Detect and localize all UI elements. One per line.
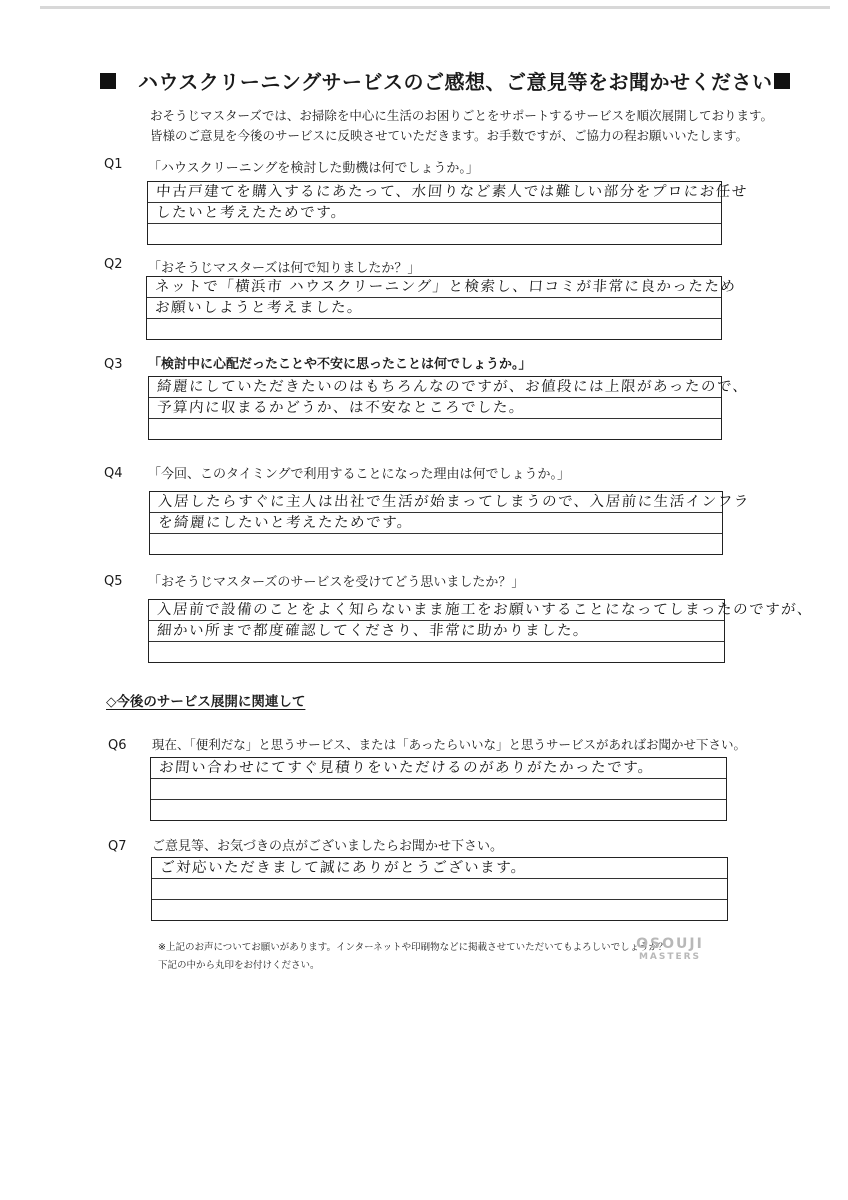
form-title bbox=[100, 66, 790, 95]
company-logo bbox=[610, 936, 730, 962]
question-label-q7: Q7 bbox=[108, 839, 127, 854]
intro-line: 皆様のご意見を今後のサービスに反映させていただきます。お手数ですが、ご協力の程お願いいたします。 bbox=[150, 128, 749, 143]
intro-text bbox=[150, 106, 773, 146]
logo-line: MASTERS bbox=[638, 952, 702, 962]
footer-instruction: 下記の中から丸印をお付けください。 bbox=[158, 960, 320, 971]
question-text-q4: 「今回、このタイミングで利用することになった理由は何でしょうか。」 bbox=[148, 467, 570, 482]
answer-line: ネットで「横浜市 ハウスクリーニング」と検索し、口コミが非常に良かったため bbox=[154, 279, 737, 295]
footer-note: ※上記のお声についてお願いがあります。インターネットや印刷物などに掲載させていただいてもよろしいでしょうか？ bbox=[158, 942, 668, 953]
answer-line: 中古戸建てを購入するにあたって、水回りなど素人では難しい部分をプロにお任せ bbox=[155, 184, 749, 200]
answer-line: 入居したらすぐに主人は出社で生活が始まってしまうので、入居前に生活インフラ bbox=[157, 494, 751, 510]
question-text-q5: 「おそうじマスターズのサービスを受けてどう思いましたか？」 bbox=[148, 575, 525, 590]
question-text-q3: 「検討中に心配だったことや不安に思ったことは何でしょうか。」 bbox=[148, 357, 532, 372]
question-label-q6: Q6 bbox=[108, 738, 127, 753]
answer-line: 細かい所まで都度確認してくださり、非常に助かりました。 bbox=[156, 623, 590, 639]
question-text-q7: ご意見等、お気づきの点がございましたらお聞かせ下さい。 bbox=[152, 839, 504, 854]
answer-line: ご対応いただきまして誠にありがとうございます。 bbox=[159, 860, 528, 876]
section-heading: ◇今後のサービス展開に関連して bbox=[106, 694, 306, 710]
scan-edge bbox=[40, 6, 830, 9]
answer-box-q2[interactable] bbox=[146, 276, 737, 340]
answer-line: を綺麗にしたいと考えたためです。 bbox=[157, 515, 414, 531]
answer-line: 予算内に収まるかどうか、は不安なところでした。 bbox=[156, 400, 526, 416]
question-label-q4: Q4 bbox=[104, 466, 123, 481]
question-label-q5: Q5 bbox=[104, 574, 123, 589]
question-text-q2: 「おそうじマスターズは何で知りましたか？」 bbox=[148, 261, 421, 276]
answer-box-q6[interactable] bbox=[150, 757, 727, 821]
answer-box-q4[interactable] bbox=[149, 491, 751, 555]
answer-line: お問い合わせにてすぐ見積りをいただけるのがありがたかったです。 bbox=[158, 760, 655, 776]
square-bullet-icon bbox=[774, 73, 790, 89]
answer-box-q7[interactable] bbox=[151, 857, 728, 921]
answer-line: お願いしようと考えました。 bbox=[154, 300, 364, 316]
question-text-q1: 「ハウスクリーニングを検討した動機は何でしょうか。」 bbox=[148, 161, 479, 176]
answer-line: 入居前で設備のことをよく知らないまま施工をお願いすることになってしまったのですが、 bbox=[156, 602, 814, 618]
question-label-q2: Q2 bbox=[104, 257, 123, 272]
logo-line: OSOUJI bbox=[636, 936, 704, 952]
answer-box-q5[interactable] bbox=[148, 599, 814, 663]
form-title-text: ハウスクリーニングサービスのご感想、ご意見等をお聞かせください bbox=[138, 70, 773, 94]
intro-line: おそうじマスターズでは、お掃除を中心に生活のお困りごとをサポートするサービスを順次展開しております。 bbox=[150, 108, 774, 123]
answer-line: 綺麗にしていただきたいのはもちろんなのですが、お値段には上限があったので、 bbox=[156, 379, 750, 395]
answer-box-q3[interactable] bbox=[148, 376, 750, 440]
question-label-q1: Q1 bbox=[104, 157, 123, 172]
answer-line: したいと考えたためです。 bbox=[155, 205, 348, 221]
question-label-q3: Q3 bbox=[104, 357, 123, 372]
question-text-q6: 現在、「便利だな」と思うサービス、または「あったらいいな」と思うサービスがあればお聞かせ下さい。 bbox=[152, 737, 747, 752]
answer-box-q1[interactable] bbox=[147, 181, 749, 245]
square-bullet-icon bbox=[100, 73, 116, 89]
